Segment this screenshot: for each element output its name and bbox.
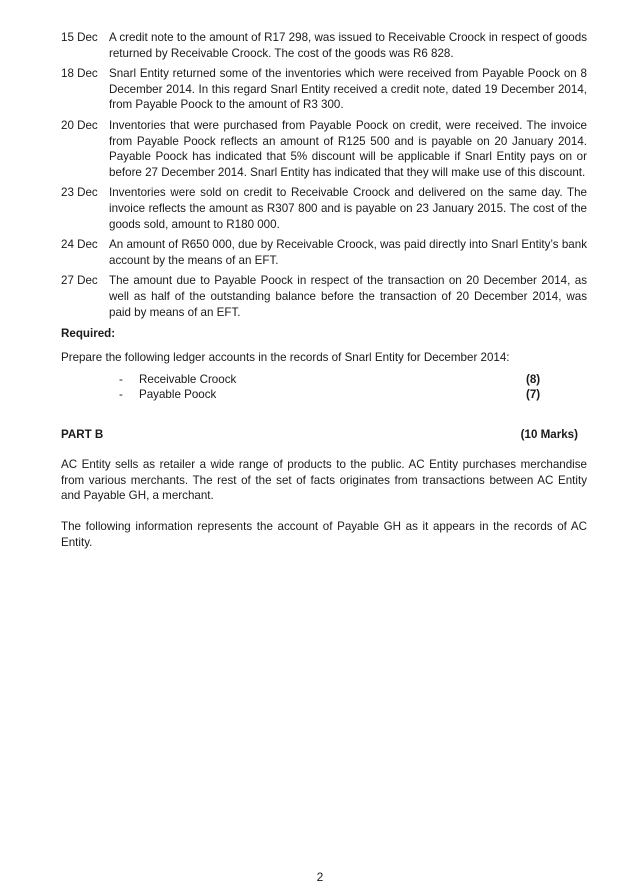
entry-date: 18 Dec — [61, 67, 98, 81]
entry-date: 23 Dec — [61, 186, 98, 200]
document-page — [61, 30, 587, 550]
part-b-paragraph-1: AC Entity sells as retailer a wide range of products to the public. AC Entity purchases merchandise from various merchants. The rest of the set of facts originates from transactions between AC Entity and Payable GH, a merchant. — [61, 458, 587, 503]
transaction-entry — [61, 185, 587, 232]
transaction-entry — [61, 237, 587, 268]
ledger-item — [61, 387, 587, 402]
required-heading: Required: — [61, 327, 116, 341]
part-b-paragraph-2: The following information represents the account of Payable GH as it appears in the records of AC Entity. — [61, 520, 587, 549]
entry-text: An amount of R650 000, due by Receivable Croock, was paid directly into Snarl Entity’s bank account by the means of an EFT. — [109, 238, 587, 267]
part-b-title: PART B — [61, 428, 104, 442]
entry-date: 24 Dec — [61, 238, 98, 252]
ledger-item — [61, 372, 587, 387]
ledger-marks: (7) — [526, 388, 541, 402]
ledger-list — [61, 372, 587, 402]
entry-date: 27 Dec — [61, 274, 98, 288]
transaction-entry — [61, 273, 587, 320]
transaction-entry — [61, 118, 587, 180]
entry-text: Inventories that were purchased from Payable Poock on credit, were received. The invoice from Payable Poock reflects an amount of R125 500 and is payable on 20 January 2014. Payable Poock has indicated that 5% discount will be applicable if Snarl Entity pays on or before 27 December 2014. Snarl Entity has indicated that they will make use of this discount. — [109, 118, 587, 179]
part-b-marks: (10 Marks) — [520, 428, 578, 442]
transaction-entry — [61, 66, 587, 113]
part-b-heading — [61, 427, 578, 442]
entry-text: Inventories were sold on credit to Receivable Croock and delivered on the same day. The invoice reflects the amount as R307 800 and is payable on 23 January 2015. The cost of the goods sold, amount to R180 000. — [109, 186, 587, 231]
ledger-marks: (8) — [526, 373, 541, 387]
bullet-dash: - — [119, 388, 123, 402]
entry-text: Snarl Entity returned some of the inventories which were received from Payable Poock on 8 December 2014. In this regard Snarl Entity received a credit note, dated 19 December 2014, from Payable Poock to the amount of R3 300. — [109, 67, 587, 112]
bullet-dash: - — [119, 373, 123, 387]
page-number: 2 — [316, 870, 324, 884]
required-instruction: Prepare the following ledger accounts in the records of Snarl Entity for December 2014: — [61, 350, 510, 364]
entry-date: 20 Dec — [61, 118, 98, 132]
entry-text: The amount due to Payable Poock in respect of the transaction on 20 December 2014, as well as half of the outstanding balance before the transaction of 20 December 2014, was paid by means of an EFT. — [109, 274, 587, 319]
ledger-label: Payable Poock — [139, 388, 217, 402]
entry-text: A credit note to the amount of R17 298, was issued to Receivable Croock in respect of goods returned by Receivable Croock. The cost of the goods was R6 828. — [109, 31, 587, 60]
ledger-label: Receivable Croock — [139, 373, 237, 387]
transaction-entry — [61, 30, 587, 61]
entry-date: 15 Dec — [61, 31, 98, 44]
